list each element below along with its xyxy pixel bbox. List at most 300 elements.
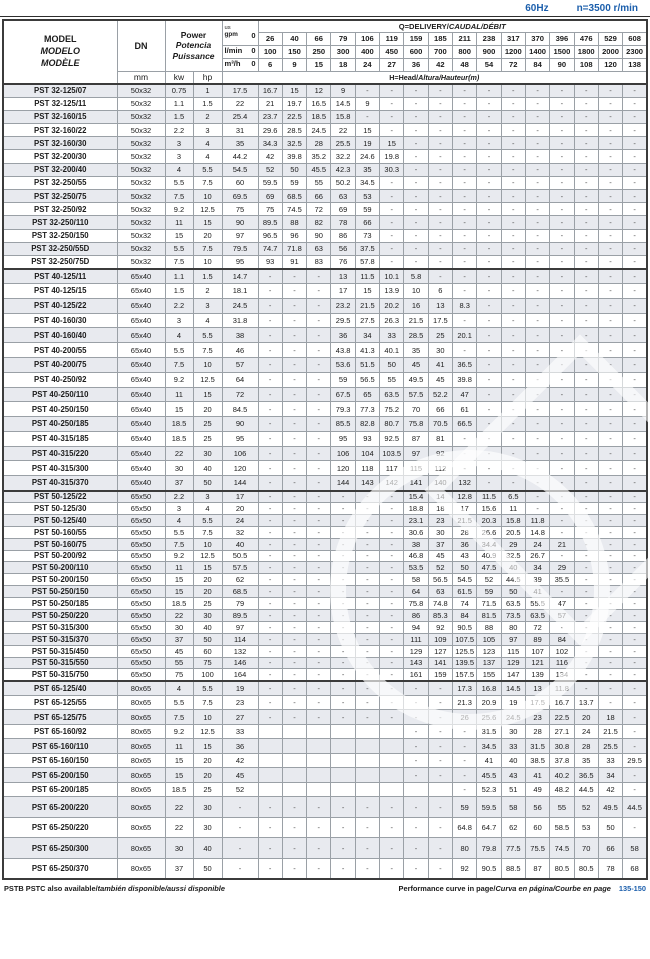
cell-dn: 50x32 <box>117 216 165 229</box>
cell-head-value: - <box>623 669 647 681</box>
cell-head-value: - <box>501 357 525 372</box>
cell-head-value: - <box>428 124 452 137</box>
cell-head-value: - <box>574 402 598 417</box>
cell-head-value: - <box>598 203 622 216</box>
cell-hp: 15 <box>193 387 222 402</box>
cell-head-value: - <box>307 574 331 586</box>
cell-dn: 80x65 <box>117 768 165 783</box>
cell-head-value: - <box>307 550 331 562</box>
cell-kw: 7.5 <box>165 357 193 372</box>
table-row <box>3 574 647 586</box>
cell-head-value: 26 <box>453 710 477 725</box>
cell-head-value: - <box>598 621 622 633</box>
cell-dn: 50x32 <box>117 203 165 216</box>
cell-head-value: 70 <box>404 402 428 417</box>
cell-head-value: - <box>331 574 355 586</box>
cell-head-value: 120 <box>222 461 258 476</box>
cell-head-value: 52 <box>222 782 258 797</box>
cell-kw: 7.5 <box>165 190 193 203</box>
cell-head-value: 140 <box>428 476 452 491</box>
cell-head-value: 107.5 <box>453 633 477 645</box>
flow-header-m3h-value: 84 <box>525 58 549 71</box>
cell-kw: 30 <box>165 461 193 476</box>
cell-head-value: 30.8 <box>550 739 574 754</box>
cell-head-value: - <box>307 476 331 491</box>
cell-head-value: 18.1 <box>222 283 258 298</box>
pump-performance-table <box>2 19 648 880</box>
cell-head-value: - <box>574 417 598 432</box>
cell-head-value: - <box>598 476 622 491</box>
flow-header-lmin-value: 1400 <box>525 45 549 58</box>
cell-head-value: - <box>477 283 501 298</box>
cell-head-value: 90.5 <box>477 858 501 879</box>
cell-head-value: 59 <box>282 176 306 189</box>
cell-head-value: - <box>307 526 331 538</box>
cell-kw: 18.5 <box>165 598 193 610</box>
cell-head-value: 74.7 <box>258 242 282 255</box>
cell-head-value: - <box>355 562 379 574</box>
flow-header-lmin-value: 1200 <box>501 45 525 58</box>
cell-head-value: - <box>331 681 355 696</box>
cell-head-value: - <box>453 724 477 739</box>
cell-head-value: - <box>477 124 501 137</box>
cell-head-value: - <box>574 621 598 633</box>
cell-dn: 80x65 <box>117 681 165 696</box>
cell-head-value: 27.5 <box>355 313 379 328</box>
cell-head-value <box>355 739 379 754</box>
cell-head-value: 75.2 <box>380 402 404 417</box>
cell-head-value: 137 <box>477 657 501 669</box>
cell-hp: 15 <box>193 562 222 574</box>
cell-head-value: - <box>282 526 306 538</box>
cell-head-value: - <box>453 269 477 284</box>
cell-head-value: 104 <box>355 446 379 461</box>
cell-head-value: - <box>307 598 331 610</box>
cell-head-value <box>380 739 404 754</box>
cell-head-value: 62 <box>222 574 258 586</box>
cell-head-value: - <box>574 242 598 255</box>
cell-head-value: 16 <box>404 298 428 313</box>
cell-head-value: 123 <box>477 645 501 657</box>
cell-hp: 10 <box>193 190 222 203</box>
cell-head-value: 64.7 <box>477 817 501 838</box>
cell-head-value: 69.5 <box>222 190 258 203</box>
cell-head-value: 61.5 <box>453 586 477 598</box>
cell-head-value: 21.5 <box>453 514 477 526</box>
cell-head-value: - <box>258 797 282 818</box>
cell-head-value: 120 <box>331 461 355 476</box>
cell-head-value: 77.5 <box>501 838 525 859</box>
cell-head-value: - <box>574 110 598 123</box>
cell-model: PST 65-250/220 <box>3 817 117 838</box>
mm-unit-header: mm <box>117 71 165 84</box>
cell-head-value: 129 <box>404 645 428 657</box>
cell-head-value: 37 <box>428 538 452 550</box>
cell-head-value: - <box>623 514 647 526</box>
cell-head-value: 34.5 <box>355 176 379 189</box>
cell-head-value: 16.7 <box>550 695 574 710</box>
cell-head-value: - <box>623 163 647 176</box>
cell-head-value: 90 <box>307 229 331 242</box>
cell-head-value: - <box>428 681 452 696</box>
cell-head-value: - <box>525 110 549 123</box>
cell-dn: 50x32 <box>117 242 165 255</box>
cell-head-value: - <box>307 669 331 681</box>
cell-model: PST 65-200/185 <box>3 782 117 797</box>
cell-model: PST 32-160/15 <box>3 110 117 123</box>
cell-dn: 80x65 <box>117 753 165 768</box>
cell-head-value: - <box>525 137 549 150</box>
cell-head-value: 132 <box>222 645 258 657</box>
cell-head-value: - <box>258 402 282 417</box>
cell-head-value: 88 <box>282 216 306 229</box>
cell-head-value: 32 <box>222 526 258 538</box>
table-row <box>3 681 647 696</box>
cell-head-value: - <box>355 710 379 725</box>
cell-dn: 80x65 <box>117 838 165 859</box>
cell-head-value: 49 <box>525 782 549 797</box>
cell-head-value: - <box>428 203 452 216</box>
cell-head-value: - <box>331 562 355 574</box>
cell-model: PST 40-160/30 <box>3 313 117 328</box>
cell-head-value: - <box>623 446 647 461</box>
cell-head-value: - <box>307 387 331 402</box>
cell-head-value: - <box>258 387 282 402</box>
table-row <box>3 283 647 298</box>
cell-head-value: - <box>428 695 452 710</box>
cell-head-value: 40 <box>501 562 525 574</box>
cell-head-value: - <box>501 150 525 163</box>
cell-kw: 15 <box>165 753 193 768</box>
table-row <box>3 313 647 328</box>
table-row <box>3 502 647 514</box>
cell-head-value: - <box>598 446 622 461</box>
cell-kw: 15 <box>165 586 193 598</box>
cell-head-value: - <box>525 84 549 97</box>
cell-hp: 30 <box>193 446 222 461</box>
cell-head-value: - <box>598 343 622 358</box>
cell-head-value: - <box>550 461 574 476</box>
table-row <box>3 768 647 783</box>
cell-head-value: - <box>307 298 331 313</box>
cell-head-value: 49.5 <box>404 372 428 387</box>
cell-head-value: - <box>380 586 404 598</box>
unit-lmin-label: l/min <box>224 46 243 56</box>
cell-head-value: - <box>428 255 452 268</box>
cell-head-value: - <box>550 269 574 284</box>
cell-head-value: - <box>574 298 598 313</box>
table-row <box>3 137 647 150</box>
cell-head-value: - <box>355 538 379 550</box>
cell-head-value: - <box>525 387 549 402</box>
cell-head-value: - <box>331 817 355 838</box>
cell-head-value: - <box>501 402 525 417</box>
table-row <box>3 150 647 163</box>
cell-hp: 1.5 <box>193 269 222 284</box>
cell-head-value: - <box>331 669 355 681</box>
cell-head-value: 56 <box>525 797 549 818</box>
cell-head-value: - <box>623 768 647 783</box>
cell-head-value: - <box>307 328 331 343</box>
cell-kw: 30 <box>165 621 193 633</box>
cell-head-value: - <box>258 461 282 476</box>
cell-head-value: - <box>598 645 622 657</box>
cell-head-value: - <box>380 255 404 268</box>
cell-head-value: - <box>380 669 404 681</box>
cell-kw: 22 <box>165 609 193 621</box>
cell-head-value: 53.6 <box>331 357 355 372</box>
cell-head-value: - <box>282 328 306 343</box>
cell-head-value: - <box>623 203 647 216</box>
cell-kw: 1.1 <box>165 97 193 110</box>
cell-model: PST 40-200/75 <box>3 357 117 372</box>
cell-dn: 65x40 <box>117 343 165 358</box>
cell-head-value: 15 <box>355 283 379 298</box>
cell-dn: 65x40 <box>117 298 165 313</box>
cell-head-value: 75.8 <box>404 598 428 610</box>
cell-head-value: - <box>501 216 525 229</box>
cell-head-value: - <box>574 550 598 562</box>
cell-head-value: 20.1 <box>453 328 477 343</box>
cell-head-value: 13 <box>525 681 549 696</box>
cell-head-value: 41.3 <box>355 343 379 358</box>
cell-head-value: 25.5 <box>331 137 355 150</box>
cell-head-value: 53 <box>355 190 379 203</box>
cell-head-value: - <box>307 695 331 710</box>
cell-head-value: - <box>501 110 525 123</box>
cell-head-value: - <box>477 269 501 284</box>
cell-model: PST 65-200/150 <box>3 768 117 783</box>
cell-head-value: - <box>525 446 549 461</box>
cell-head-value: - <box>623 124 647 137</box>
cell-head-value: 114 <box>222 633 258 645</box>
cell-head-value: 29.6 <box>258 124 282 137</box>
cell-head-value: 35.2 <box>307 150 331 163</box>
cell-head-value: - <box>282 669 306 681</box>
cell-head-value: - <box>550 242 574 255</box>
cell-head-value: - <box>428 110 452 123</box>
cell-head-value: 71.8 <box>282 242 306 255</box>
cell-head-value: 29.5 <box>623 753 647 768</box>
cell-head-value: 36 <box>453 538 477 550</box>
cell-head-value: 6.5 <box>501 491 525 503</box>
cell-hp: 2 <box>193 110 222 123</box>
cell-head-value: 45 <box>428 372 452 387</box>
cell-hp: 3 <box>193 491 222 503</box>
cell-head-value <box>258 753 282 768</box>
cell-head-value: 41 <box>428 357 452 372</box>
cell-head-value: - <box>222 797 258 818</box>
cell-head-value: - <box>477 190 501 203</box>
cell-head-value: 55.5 <box>525 598 549 610</box>
cell-head-value: - <box>598 163 622 176</box>
cell-head-value: 13.7 <box>574 695 598 710</box>
cell-head-value: 18 <box>598 710 622 725</box>
cell-head-value: - <box>331 621 355 633</box>
cell-dn: 65x40 <box>117 313 165 328</box>
cell-head-value: - <box>380 242 404 255</box>
cell-model: PST 40-200/55 <box>3 343 117 358</box>
cell-model: PST 40-125/11 <box>3 269 117 284</box>
cell-head-value: 34.3 <box>258 137 282 150</box>
cell-head-value: - <box>550 514 574 526</box>
cell-dn: 65x50 <box>117 669 165 681</box>
cell-head-value: - <box>258 372 282 387</box>
cell-head-value: - <box>428 242 452 255</box>
cell-head-value: - <box>598 124 622 137</box>
cell-head-value: - <box>307 817 331 838</box>
cell-head-value: - <box>258 621 282 633</box>
cell-model: PST 50-200/92 <box>3 550 117 562</box>
cell-head-value: 50 <box>501 586 525 598</box>
cell-head-value: - <box>574 387 598 402</box>
cell-head-value: - <box>477 176 501 189</box>
cell-model: PST 65-125/75 <box>3 710 117 725</box>
cell-model: PST 40-250/185 <box>3 417 117 432</box>
cell-head-value: - <box>453 739 477 754</box>
cell-head-value <box>380 782 404 797</box>
cell-head-value: - <box>598 491 622 503</box>
frequency-label: 60Hz <box>525 3 549 14</box>
cell-head-value: - <box>574 476 598 491</box>
cell-head-value: - <box>574 269 598 284</box>
cell-head-value: 74.8 <box>428 598 452 610</box>
cell-dn: 65x50 <box>117 574 165 586</box>
table-row <box>3 461 647 476</box>
cell-hp: 5.5 <box>193 163 222 176</box>
cell-head-value: - <box>477 242 501 255</box>
cell-head-value: 164 <box>222 669 258 681</box>
cell-head-value: 68.5 <box>222 586 258 598</box>
table-row <box>3 242 647 255</box>
cell-head-value: 56 <box>331 242 355 255</box>
cell-head-value: - <box>550 586 574 598</box>
cell-head-value: - <box>623 491 647 503</box>
cell-head-value: - <box>525 357 549 372</box>
cell-head-value: 30.6 <box>404 526 428 538</box>
cell-head-value: 34 <box>525 562 549 574</box>
cell-head-value: - <box>574 163 598 176</box>
cell-dn: 80x65 <box>117 858 165 879</box>
cell-head-value: - <box>380 526 404 538</box>
speed-label: n=3500 r/min <box>576 3 638 14</box>
cell-head-value: 44.5 <box>574 782 598 797</box>
cell-head-value: - <box>331 797 355 818</box>
cell-head-value: - <box>282 710 306 725</box>
cell-head-value: - <box>380 574 404 586</box>
flow-header-m3h-value: 36 <box>404 58 428 71</box>
cell-head-value: - <box>282 681 306 696</box>
cell-hp: 2 <box>193 283 222 298</box>
cell-head-value: 95 <box>222 431 258 446</box>
cell-head-value: - <box>380 817 404 838</box>
cell-head-value: - <box>623 538 647 550</box>
cell-head-value: - <box>282 598 306 610</box>
cell-head-value: 26.3 <box>380 313 404 328</box>
cell-dn: 50x32 <box>117 255 165 268</box>
cell-head-value: 35 <box>222 137 258 150</box>
cell-head-value: - <box>258 645 282 657</box>
cell-head-value: - <box>623 190 647 203</box>
cell-head-value: - <box>550 502 574 514</box>
table-row <box>3 372 647 387</box>
cell-head-value: 30 <box>428 343 452 358</box>
cell-head-value: - <box>574 137 598 150</box>
cell-head-value: - <box>623 739 647 754</box>
cell-head-value: 52 <box>258 163 282 176</box>
cell-head-value: - <box>550 84 574 97</box>
cell-head-value: 31.5 <box>525 739 549 754</box>
cell-head-value: 20 <box>222 502 258 514</box>
cell-head-value: - <box>574 502 598 514</box>
table-row <box>3 797 647 818</box>
flow-header-m3h-value: 54 <box>477 58 501 71</box>
kw-unit-header: kw <box>165 71 193 84</box>
cell-head-value: - <box>623 150 647 163</box>
cell-head-value: - <box>525 216 549 229</box>
cell-head-value: 78 <box>331 216 355 229</box>
cell-head-value: - <box>404 242 428 255</box>
cell-head-value: - <box>623 724 647 739</box>
cell-head-value: 16.5 <box>307 97 331 110</box>
cell-head-value: - <box>355 621 379 633</box>
cell-kw: 22 <box>165 446 193 461</box>
cell-head-value: 86 <box>331 229 355 242</box>
cell-head-value: 32.5 <box>282 137 306 150</box>
cell-head-value: - <box>598 110 622 123</box>
cell-dn: 65x50 <box>117 598 165 610</box>
cell-head-value: 132 <box>453 476 477 491</box>
cell-head-value: - <box>574 657 598 669</box>
cell-head-value: - <box>525 150 549 163</box>
cell-head-value: 143 <box>355 476 379 491</box>
cell-head-value: 83 <box>307 255 331 268</box>
cell-head-value: - <box>501 476 525 491</box>
flow-header-lmin-value: 900 <box>477 45 501 58</box>
cell-head-value: - <box>380 645 404 657</box>
cell-model: PST 32-250/110 <box>3 216 117 229</box>
cell-head-value: - <box>331 502 355 514</box>
cell-dn: 65x40 <box>117 417 165 432</box>
cell-dn: 50x32 <box>117 110 165 123</box>
cell-head-value: - <box>525 229 549 242</box>
cell-head-value: - <box>282 417 306 432</box>
cell-head-value: 157.5 <box>453 669 477 681</box>
cell-kw: 9.2 <box>165 203 193 216</box>
cell-dn: 65x50 <box>117 502 165 514</box>
cell-hp: 7.5 <box>193 526 222 538</box>
cell-hp: 15 <box>193 739 222 754</box>
flow-header-m3h-value: 24 <box>355 58 379 71</box>
cell-dn: 50x32 <box>117 163 165 176</box>
cell-head-value: - <box>282 269 306 284</box>
cell-head-value: 50.2 <box>331 176 355 189</box>
table-row <box>3 328 647 343</box>
cell-head-value: - <box>404 255 428 268</box>
cell-head-value: - <box>574 357 598 372</box>
cell-head-value: - <box>307 514 331 526</box>
cell-head-value: 23 <box>525 710 549 725</box>
cell-head-value: 14.5 <box>331 97 355 110</box>
unit-us-label: us <box>224 24 231 31</box>
cell-head-value: 139.5 <box>453 657 477 669</box>
cell-head-value <box>355 768 379 783</box>
cell-dn: 65x40 <box>117 269 165 284</box>
cell-hp: 12.5 <box>193 203 222 216</box>
cell-head-value: - <box>598 84 622 97</box>
cell-head-value: - <box>428 163 452 176</box>
cell-head-value: 58 <box>404 574 428 586</box>
